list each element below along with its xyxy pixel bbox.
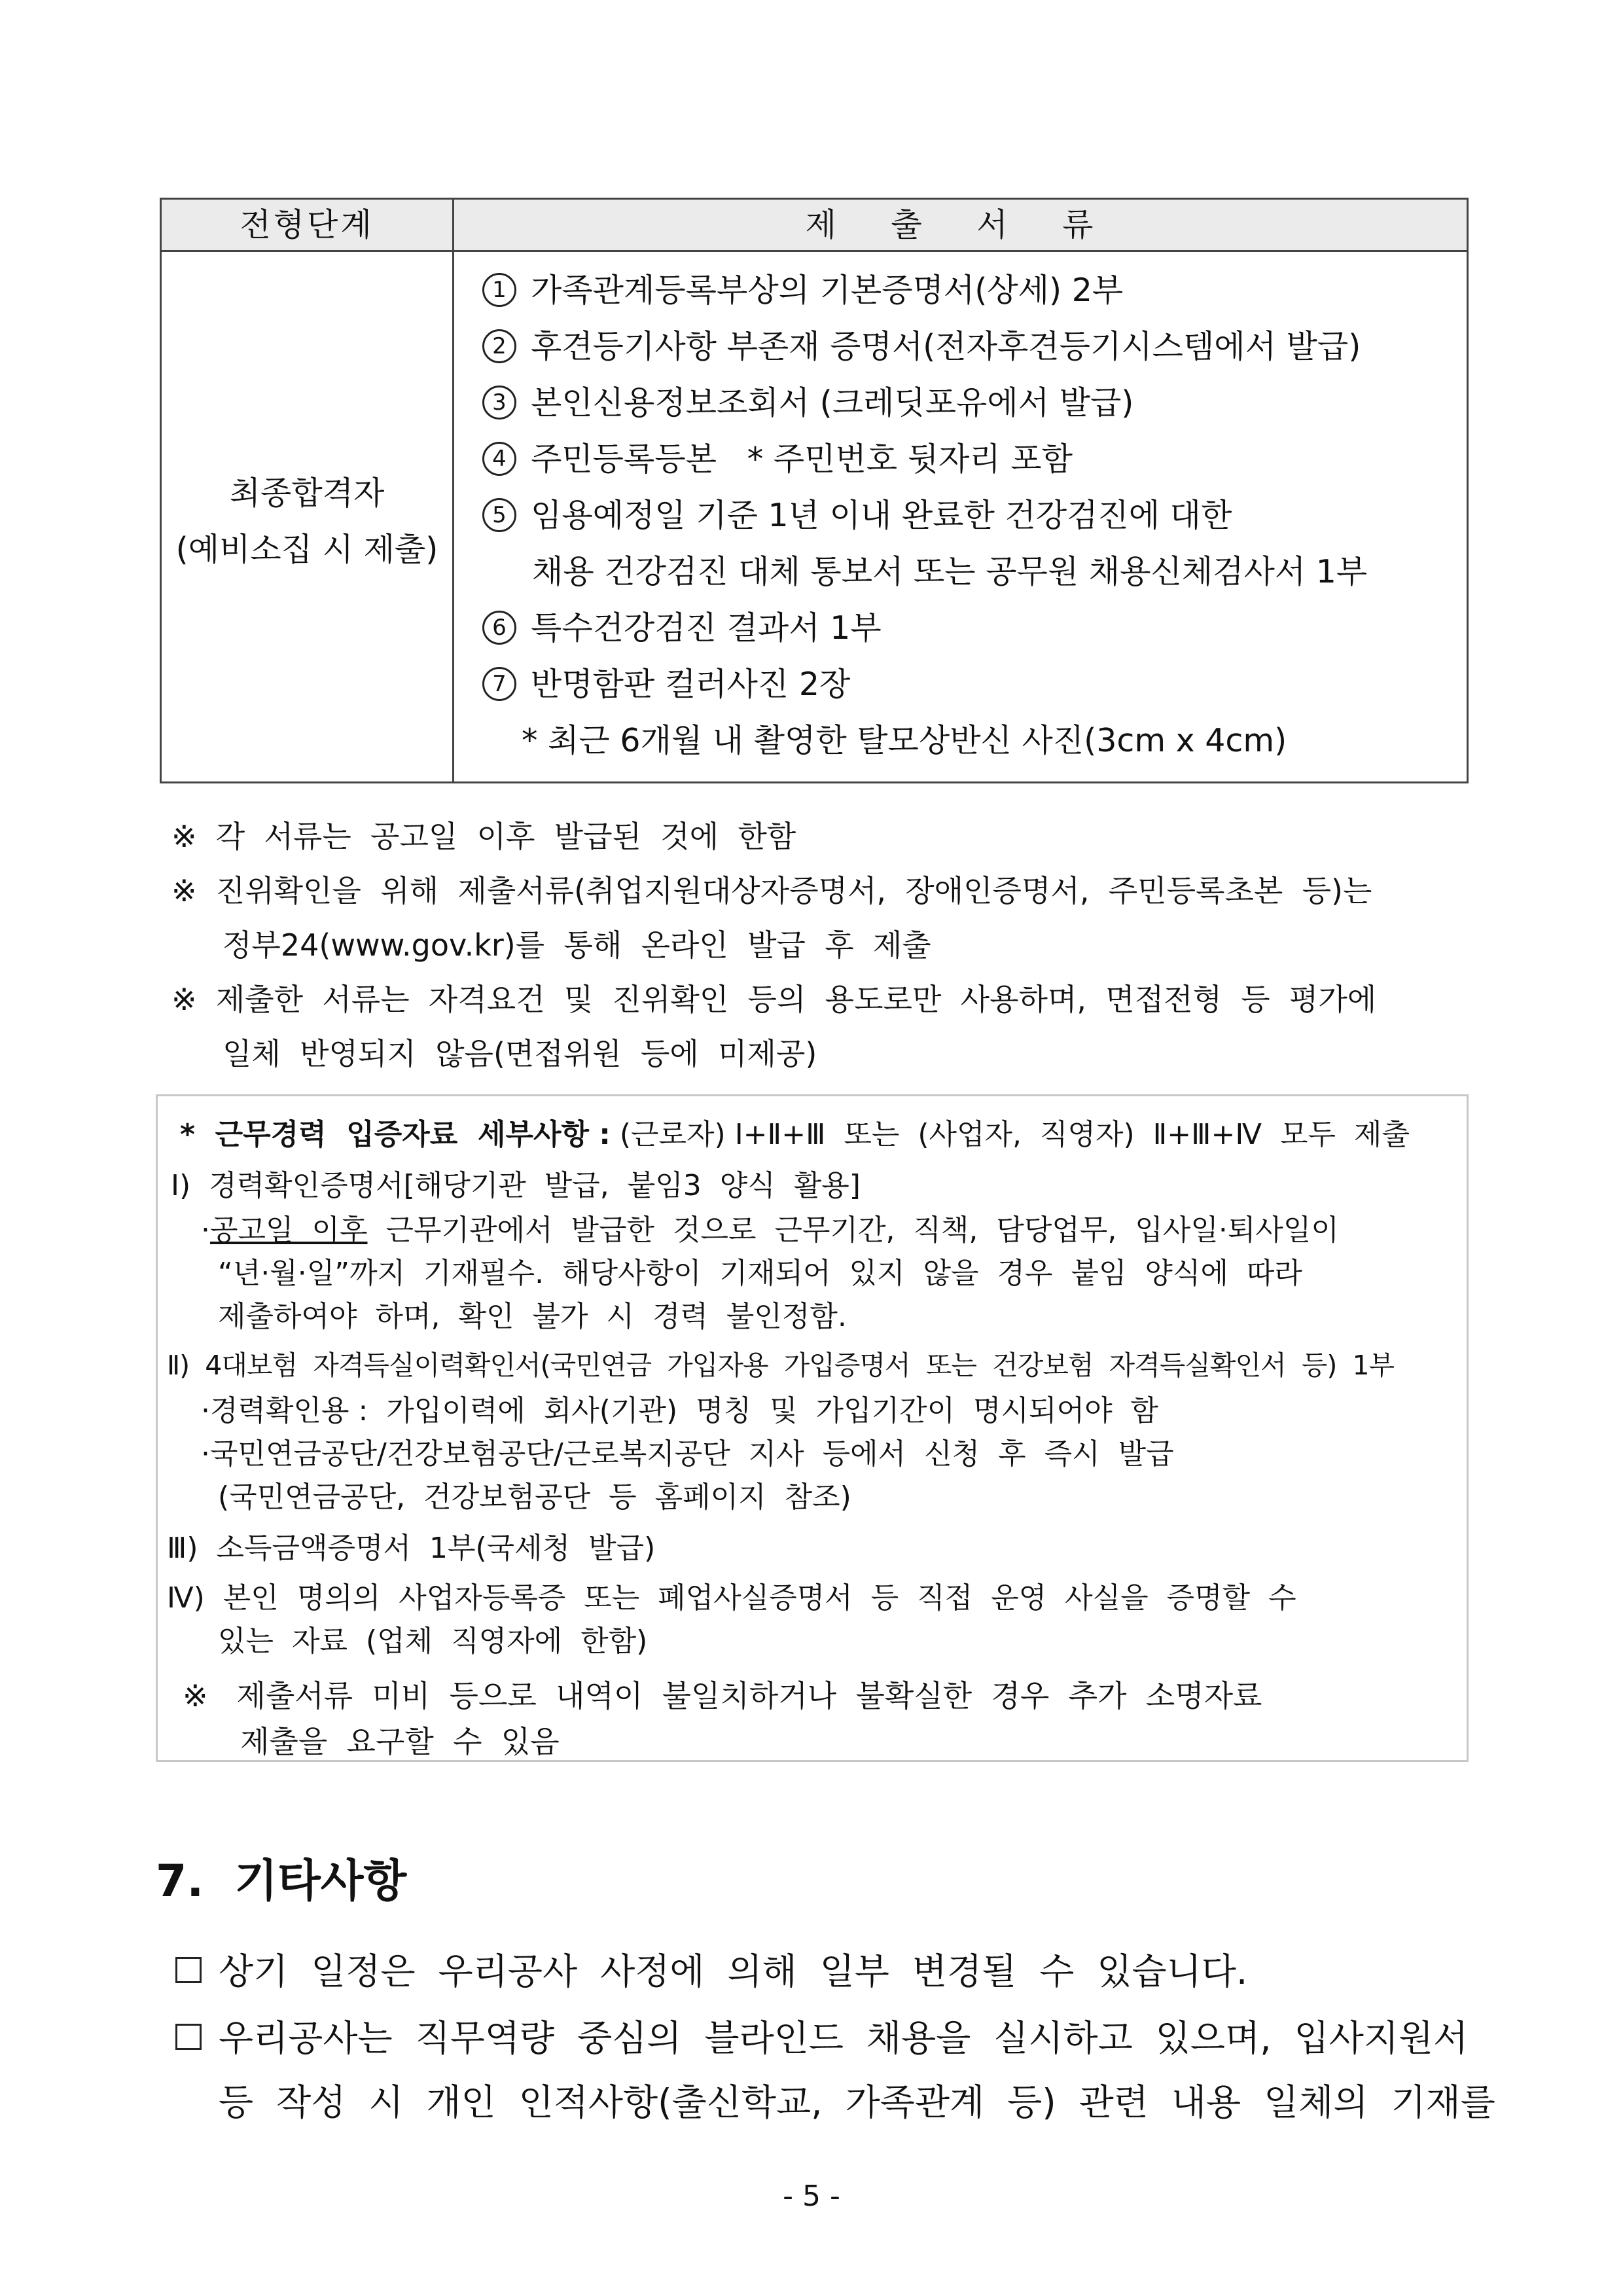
document-item-6 [482, 603, 882, 649]
column-divider [452, 200, 454, 781]
stage-note: (예비소집 시 제출) [175, 531, 438, 568]
stage-name: 최종합격자 [229, 475, 385, 512]
career-box-title [180, 1111, 1410, 1153]
checkbox-square-icon [175, 2024, 202, 2050]
document-item-7-note: * 최근 6개월 내 촬영한 탈모상반신 사진(3cm x 4cm) [522, 722, 1287, 759]
documents-table [160, 198, 1469, 783]
circled-number: 6 [482, 611, 516, 645]
section-ii-bullet-2: ·국민연금공단/건강보험공단/근로복지공단 지사 등에서 신청 후 즉시 발급 [201, 1437, 1174, 1471]
document-item-7 [482, 659, 850, 705]
document-item-1 [482, 265, 1123, 311]
header-stage: 전형단계 [240, 206, 374, 243]
circled-number: 3 [482, 386, 516, 420]
section-i-bullet-line2: “년·월·일”까지 기재필수. 해당사항이 기재되어 있지 않을 경우 붙임 양식에 따라 [218, 1257, 1302, 1290]
document-item-5-continued: 채용 건강검진 대체 통보서 또는 공무원 채용신체검사서 1부 [532, 553, 1368, 590]
document-text: 가족관계등록부상의 기본증명서(상세) 2부 [531, 272, 1124, 309]
document-text: 본인신용정보조회서 (크레딧포유에서 발급) [531, 384, 1134, 422]
document-text: 반명함판 컬러사진 2장 [531, 666, 851, 703]
section-iv: Ⅳ) 본인 명의의 사업자등록증 또는 폐업사실증명서 등 직접 운영 사실을 증명할 수 [167, 1581, 1296, 1615]
career-box-note-line2: 제출을 요구할 수 있음 [240, 1724, 560, 1759]
document-text: 특수건강검진 결과서 1부 [531, 609, 882, 647]
circled-number: 4 [482, 442, 516, 476]
section-iv-line2: 있는 자료 (업체 직영자에 한함) [218, 1624, 648, 1658]
circled-number: 5 [482, 498, 516, 532]
page-number: - 5 - [783, 2179, 840, 2213]
career-box-title-rest: (근로자) Ⅰ+Ⅱ+Ⅲ 또는 (사업자, 직영자) Ⅱ+Ⅲ+Ⅳ 모두 제출 [610, 1118, 1410, 1151]
document-item-5 [482, 490, 1232, 536]
document-item-3 [482, 378, 1133, 423]
stage-cell [162, 252, 452, 783]
circled-number: 7 [482, 667, 516, 701]
career-box-title-bold: * 근무경력 입증자료 세부사항 : [180, 1118, 611, 1151]
circled-number: 1 [482, 273, 516, 307]
paragraph-2-continued: 등 작성 시 개인 인적사항(출신학교, 가족관계 등) 관련 내용 일체의 기재를 [219, 2081, 1495, 2123]
underlined-text: 공고일 이후 [210, 1213, 368, 1247]
bullet-text: 근무기관에서 발급한 것으로 근무기간, 직책, 담당업무, 입사일·퇴사일이 [367, 1213, 1339, 1247]
note-3: ※ 제출한 서류는 자격요건 및 진위확인 등의 용도로만 사용하며, 면접전형 등 평가에 [171, 982, 1377, 1017]
section-ii-bullet-2-line2: (국민연금공단, 건강보험공단 등 홈페이지 참조) [218, 1480, 851, 1514]
document-text: 주민등록등본 * 주민번호 뒷자리 포함 [531, 440, 1073, 478]
table-header-row [162, 200, 1467, 252]
header-documents: 제 출 서 류 [805, 206, 1116, 243]
section-ii: Ⅱ) 4대보험 자격득실이력확인서(국민연금 가입자용 가입증명서 또는 건강보험 자격득실확인서 등) 1부 [167, 1350, 1395, 1381]
note-2: ※ 진위확인을 위해 제출서류(취업지원대상자증명서, 장애인증명서, 주민등록초본 등)는 [171, 873, 1372, 908]
section-iii: Ⅲ) 소득금액증명서 1부(국세청 발급) [167, 1532, 656, 1565]
paragraph-2 [175, 2009, 1468, 2061]
career-box-note: ※ 제출서류 미비 등으로 내역이 불일치하거나 불확실한 경우 추가 소명자료 [183, 1678, 1262, 1713]
note-3-continued: 일체 반영되지 않음(면접위원 등에 미제공) [223, 1036, 817, 1071]
paragraph-1 [175, 1943, 1247, 1994]
document-text: 임용예정일 기준 1년 이내 완료한 건강검진에 대한 [531, 497, 1232, 534]
paragraph-2-text: 우리공사는 직무역량 중심의 블라인드 채용을 실시하고 있으며, 입사지원서 [219, 2017, 1469, 2059]
section-i: Ⅰ) 경력확인증명서[해당기관 발급, 붙임3 양식 활용] [171, 1169, 861, 1202]
section-i-bullet [201, 1206, 1339, 1248]
section-title: 7. 기타사항 [156, 1856, 407, 1907]
document-text: 후견등기사항 부존재 증명서(전자후견등기시스템에서 발급) [531, 328, 1361, 365]
paragraph-1-text: 상기 일정은 우리공사 사정에 의해 일부 변경될 수 있습니다. [219, 1950, 1248, 1992]
career-evidence-box [156, 1094, 1469, 1762]
checkbox-square-icon [175, 1957, 202, 1983]
note-2-continued: 정부24(www.gov.kr)를 통해 온라인 발급 후 제출 [223, 927, 931, 963]
section-i-bullet-line3: 제출하여야 하며, 확인 불가 시 경력 불인정함. [218, 1300, 847, 1333]
circled-number: 2 [482, 329, 516, 363]
note-1: ※ 각 서류는 공고일 이후 발급된 것에 한함 [171, 819, 796, 854]
document-item-2 [482, 321, 1361, 367]
bullet-dot: · [201, 1213, 210, 1247]
section-ii-bullet-1: ·경력확인용 : 가입이력에 회사(기관) 명칭 및 가입기간이 명시되어야 함 [201, 1394, 1159, 1427]
document-item-4 [482, 434, 1073, 480]
